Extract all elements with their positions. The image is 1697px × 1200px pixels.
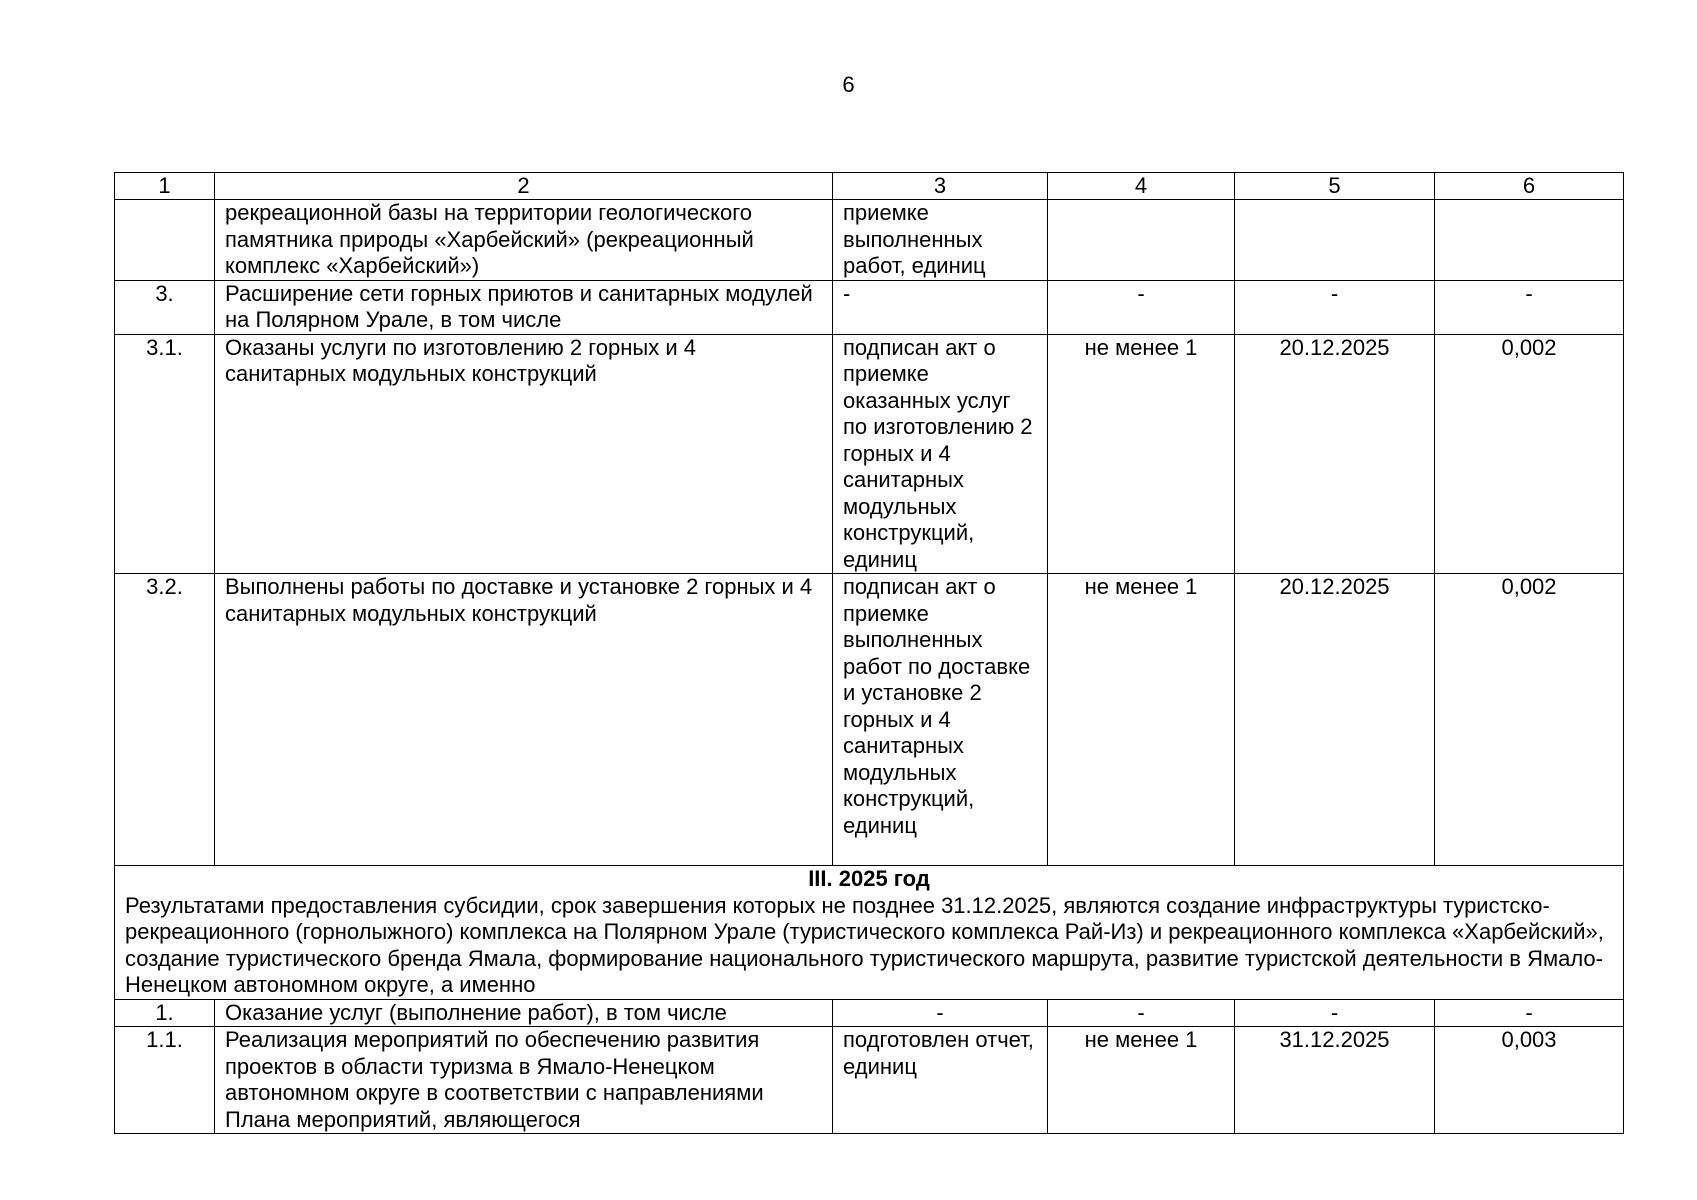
column-number: 1 [115,173,215,200]
row-indicator: - [833,999,1048,1027]
row-name: Оказаны услуги по изготовлению 2 горных и 4 санитарных модульных конструкций [215,334,833,574]
table-row [115,1027,1624,1134]
row-name: Оказание услуг (выполнение работ), в том числе [215,999,833,1027]
column-number: 3 [833,173,1048,200]
row-value: не менее 1 [1048,1027,1235,1134]
table-row [115,999,1624,1027]
column-number: 5 [1235,173,1435,200]
section-title: III. 2025 год [808,866,930,891]
row-amount: 0,002 [1435,574,1624,866]
row-amount: - [1435,280,1624,334]
row-name: Выполнены работы по доставке и установке 2 горных и 4 санитарных модульных конструкций [215,574,833,866]
row-date [1235,200,1435,281]
row-value: не менее 1 [1048,334,1235,574]
table-row [115,200,1624,281]
row-name: Расширение сети горных приютов и санитарных модулей на Полярном Урале, в том числе [215,280,833,334]
section-row [115,866,1624,1000]
row-date: 31.12.2025 [1235,1027,1435,1134]
row-number: 1.1. [115,1027,215,1134]
row-value [1048,200,1235,281]
table-row [115,334,1624,574]
row-date: 20.12.2025 [1235,574,1435,866]
row-date: 20.12.2025 [1235,334,1435,574]
row-indicator: подписан акт о приемке выполненных работ по доставке и установке 2 горных и 4 санитарных модульных конструкций, единиц [833,574,1048,866]
table-row [115,574,1624,866]
row-name: рекреационной базы на территории геологического памятника природы «Харбейский» (рекреационный комплекс «Харбейский») [215,200,833,281]
section-text: Результатами предоставления субсидии, срок завершения которых не позднее 31.12.2025, являются создание инфраструктуры туристско-рекреационного (горнолыжного) комплекса на Полярном Урале (туристического комплекса Рай-Из) и рекреационного комплекса «Харбейский», создание туристического бренда Ямала, формирование национального туристического маршрута, развитие туристской деятельности в Ямало-Ненецком автономном округе, а именно [125,892,1604,997]
row-value: - [1048,999,1235,1027]
row-name: Реализация мероприятий по обеспечению развития проектов в области туризма в Ямало-Ненецком автономном округе в соответствии с направлениями Плана мероприятий, являющегося [215,1027,833,1134]
row-number [115,200,215,281]
row-number: 3.1. [115,334,215,574]
row-indicator: подготовлен отчет, единиц [833,1027,1048,1134]
table-row [115,280,1624,334]
column-number: 6 [1435,173,1624,200]
row-number: 3. [115,280,215,334]
results-table [114,172,1624,1134]
row-date: - [1235,999,1435,1027]
column-number-row [115,173,1624,200]
row-indicator: приемке выполненных работ, единиц [833,200,1048,281]
row-number: 3.2. [115,574,215,866]
section-cell [115,866,1624,1000]
column-number: 4 [1048,173,1235,200]
row-indicator: подписан акт о приемке оказанных услуг по изготовлению 2 горных и 4 санитарных модульных конструкций, единиц [833,334,1048,574]
row-value: - [1048,280,1235,334]
row-amount: 0,002 [1435,334,1624,574]
page-number: 6 [842,72,855,97]
row-date: - [1235,280,1435,334]
row-amount: 0,003 [1435,1027,1624,1134]
column-number: 2 [215,173,833,200]
row-amount [1435,200,1624,281]
row-amount: - [1435,999,1624,1027]
row-number: 1. [115,999,215,1027]
row-value: не менее 1 [1048,574,1235,866]
row-indicator: - [833,280,1048,334]
